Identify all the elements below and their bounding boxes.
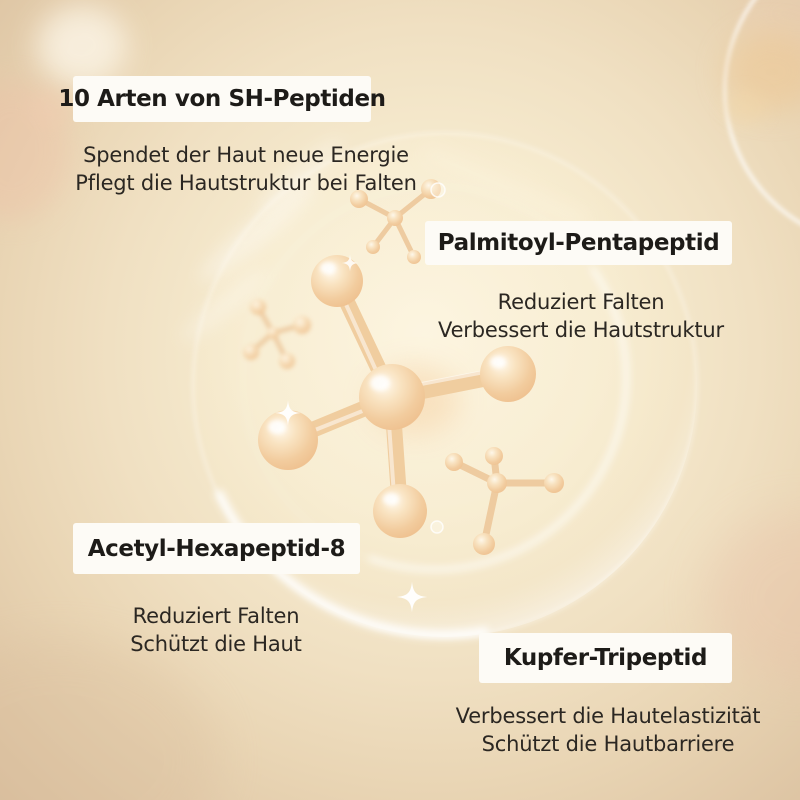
callout-line: Verbessert die Hautelastizität (455, 704, 761, 728)
callout-line: Pflegt die Hautstruktur bei Falten (75, 171, 417, 195)
callout-title: Acetyl-Hexapeptid-8 (87, 535, 346, 562)
callout-line: Verbessert die Hautstruktur (438, 318, 724, 342)
callout-line: Schützt die Haut (130, 632, 302, 656)
callout-line: Schützt die Hautbarriere (481, 732, 735, 756)
callout-title: Kupfer-Tripeptid (503, 645, 708, 671)
partial-bubble-top-right (724, 0, 800, 245)
callout-line: Spendet der Haut neue Energie (83, 143, 409, 167)
callout-title: Palmitoyl-Pentapeptid (437, 230, 720, 256)
callout-title: 10 Arten von SH-Peptiden (58, 86, 386, 112)
callout-line: Reduziert Falten (132, 604, 300, 628)
callout-line: Reduziert Falten (497, 290, 665, 314)
